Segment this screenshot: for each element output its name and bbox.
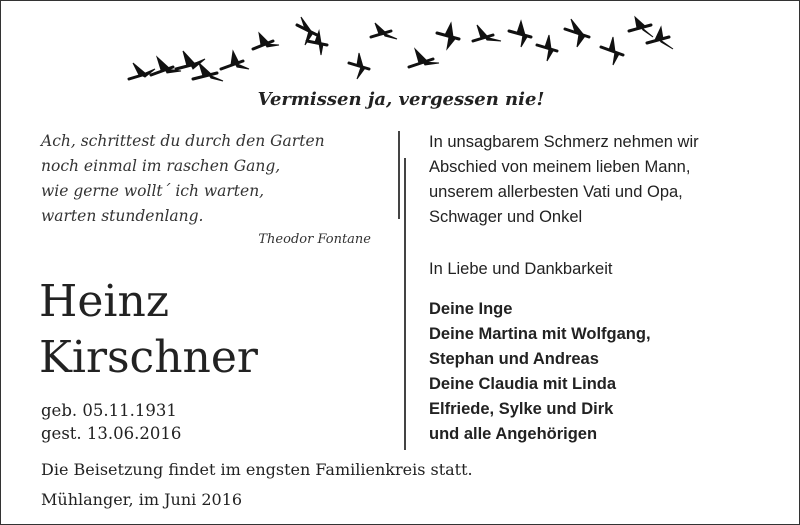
- first-name: Heinz: [39, 276, 170, 327]
- death-date: gest. 13.06.2016: [41, 424, 182, 443]
- announcement-line: Schwager und Onkel: [429, 208, 583, 226]
- mourner-entry: Elfriede, Sylke und Dirk: [429, 400, 614, 418]
- mourner-entry: und alle Angehörigen: [429, 425, 598, 443]
- poem: [41, 129, 376, 229]
- funeral-note: Die Beisetzung findet im engsten Familienkreis statt.: [41, 460, 473, 479]
- poem-line: noch einmal im raschen Gang,: [41, 157, 281, 175]
- mourners-list: [429, 297, 651, 447]
- motto: Vermissen ja, vergessen nie!: [257, 89, 545, 110]
- mourner-entry: Deine Inge: [429, 300, 513, 318]
- announcement-line: In unsagbarem Schmerz nehmen wir: [429, 133, 699, 151]
- flying-cranes-illustration: [121, 11, 681, 101]
- mourner-entry: Stephan und Andreas: [429, 350, 599, 368]
- announcement-text: [429, 130, 760, 230]
- divider-line: [404, 158, 406, 450]
- last-name: Kirschner: [39, 332, 258, 383]
- closing-phrase: In Liebe und Dankbarkeit: [429, 260, 613, 278]
- poem-line: warten stundenlang.: [41, 207, 204, 225]
- mourner-entry: Deine Martina mit Wolfgang,: [429, 325, 651, 343]
- announcement-line: unserem allerbesten Vati und Opa,: [429, 183, 683, 201]
- announcement-line: Abschied von meinem lieben Mann,: [429, 158, 691, 176]
- divider-line: [398, 131, 400, 219]
- footer: [41, 455, 473, 515]
- life-dates: [41, 399, 181, 445]
- crane-silhouette-icon: [129, 63, 155, 79]
- mourner-entry: Deine Claudia mit Linda: [429, 375, 617, 393]
- deceased-name: [39, 274, 258, 386]
- birth-date: geb. 05.11.1931: [41, 401, 177, 420]
- place-date: Mühlanger, im Juni 2016: [41, 490, 243, 509]
- poem-line: wie gerne wollt´ ich warten,: [41, 182, 265, 200]
- poem-author: Theodor Fontane: [258, 232, 371, 247]
- poem-line: Ach, schrittest du durch den Garten: [41, 132, 325, 150]
